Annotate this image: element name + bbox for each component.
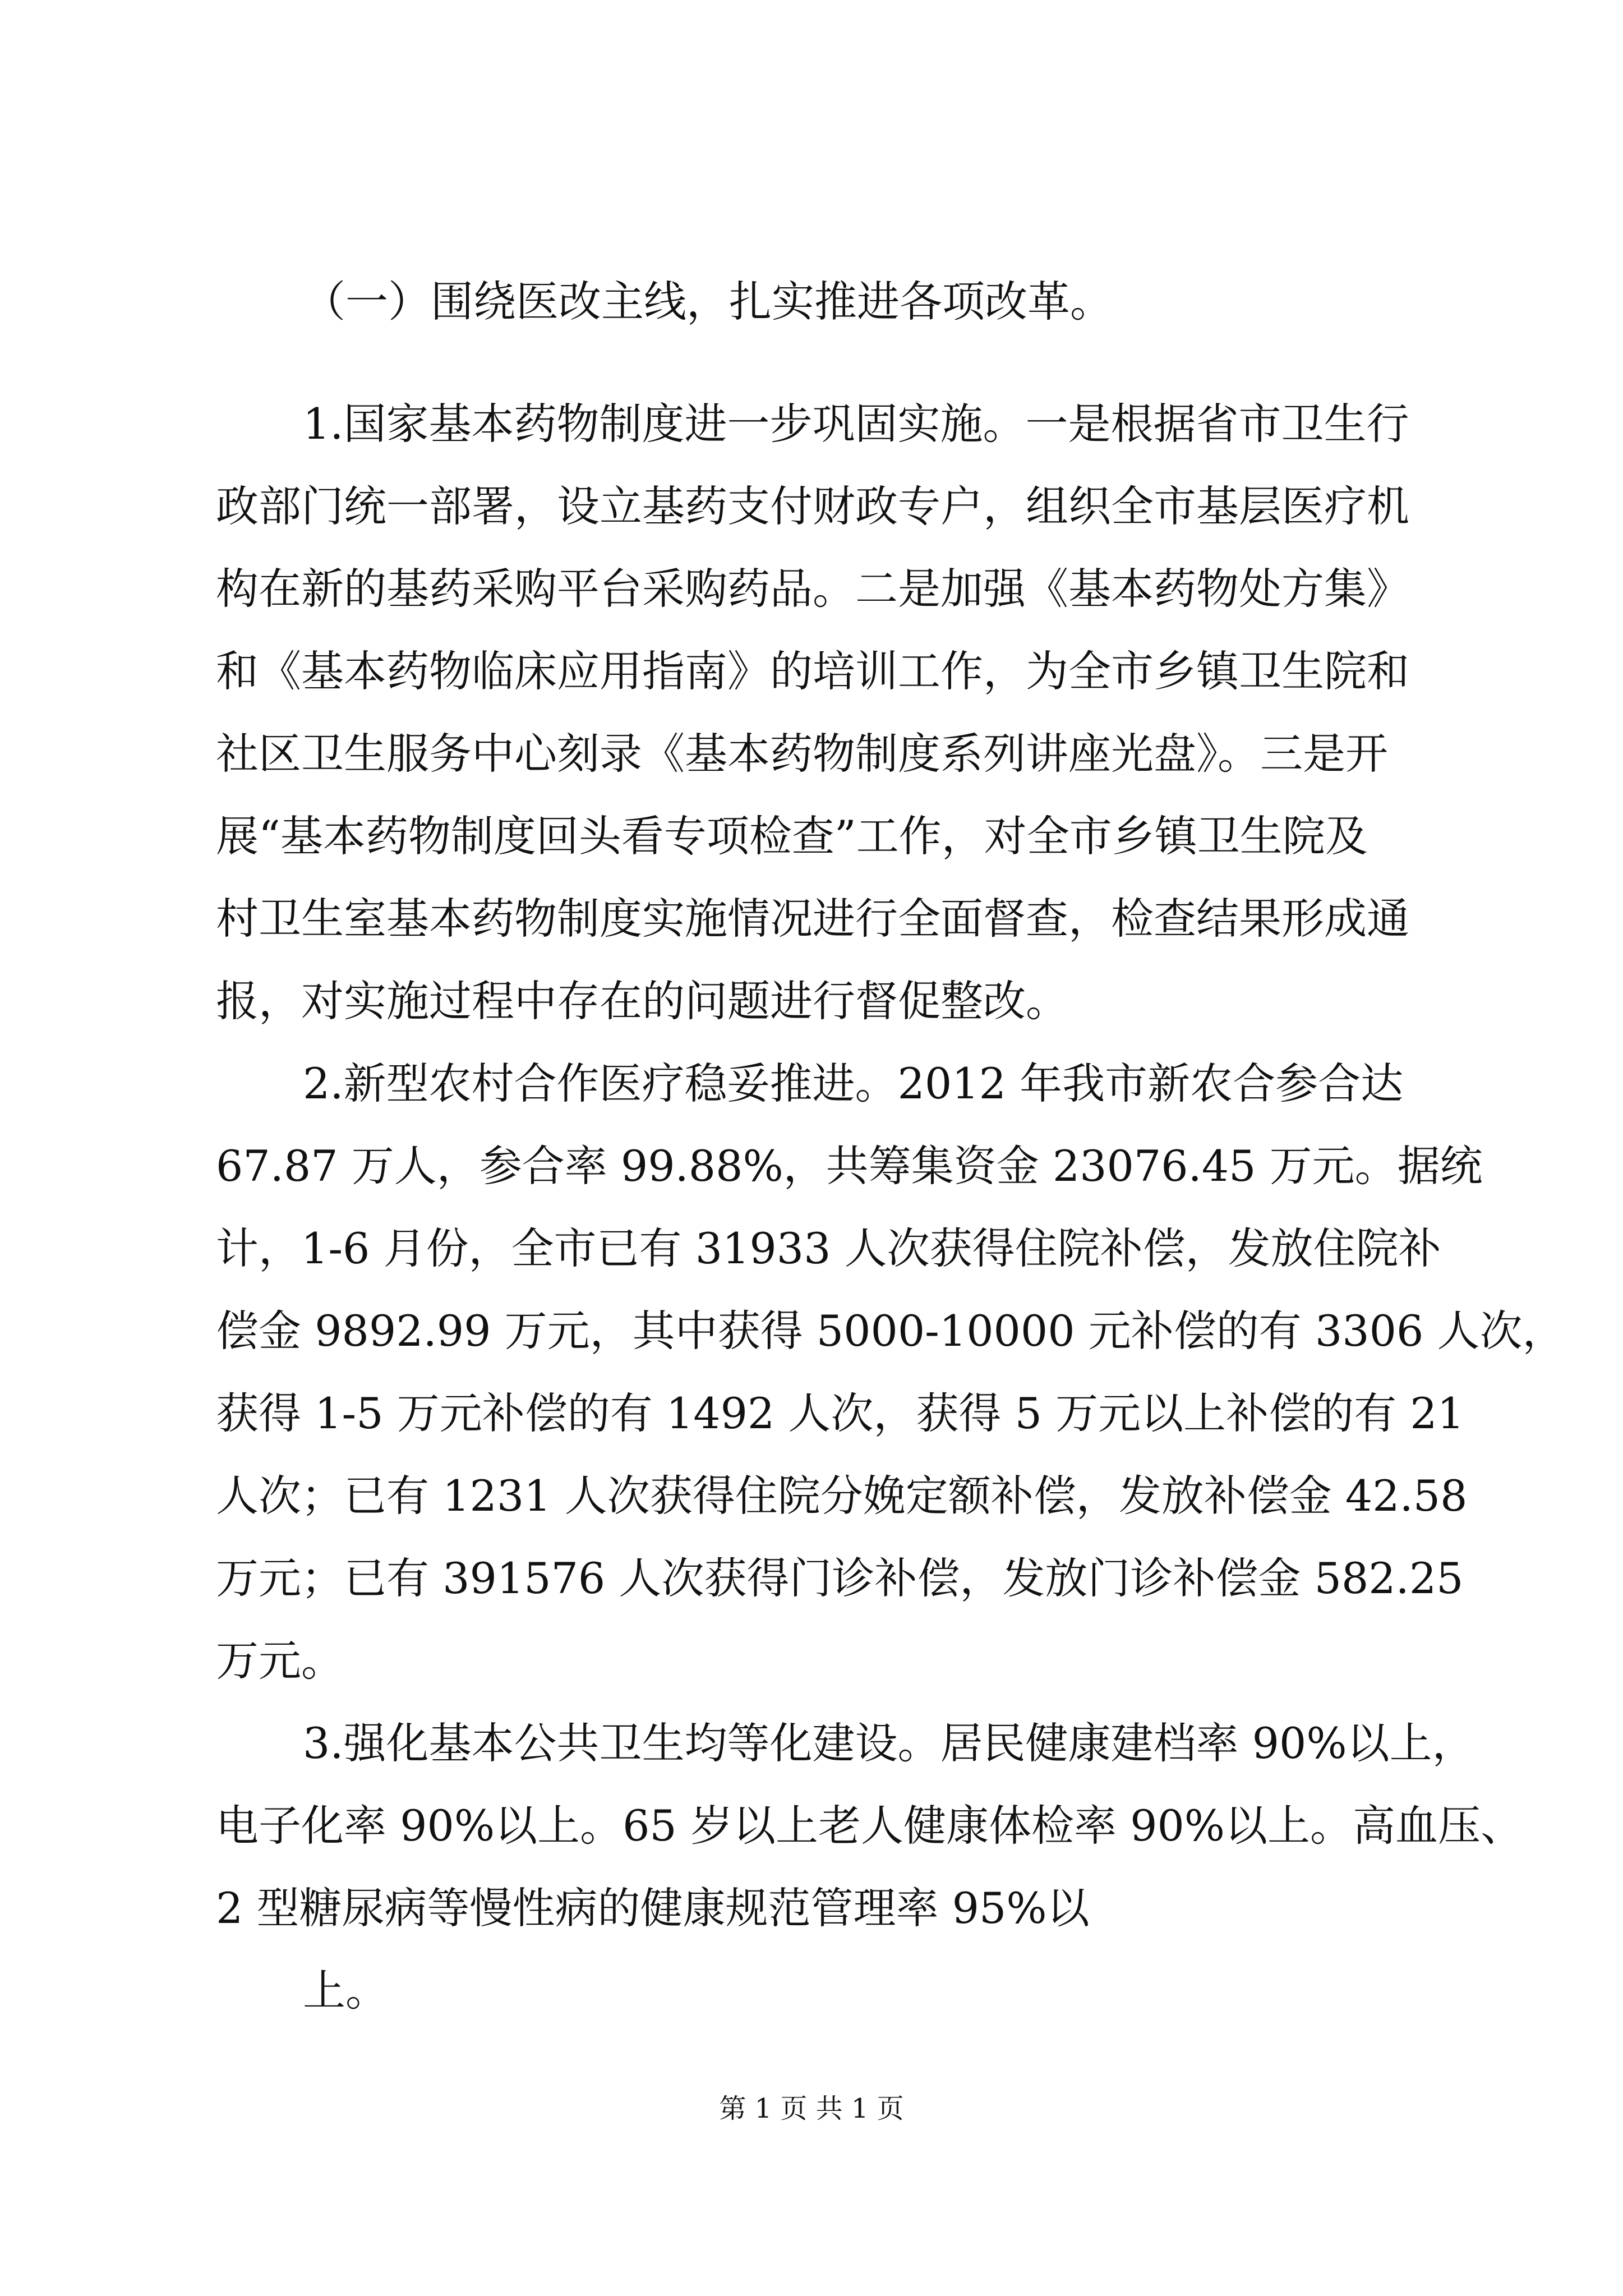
paragraph-3-line-3: 2 型糖尿病等慢性病的健康规范管理率 95%以 <box>216 1883 1090 1933</box>
paragraph-3-line-1: 3.强化基本公共卫生均等化建设。居民健康建档率 90%以上， <box>303 1718 1475 1768</box>
paragraph-1-line-8: 报，对实施过程中存在的问题进行督促整改。 <box>216 976 1068 1026</box>
paragraph-1-line-7: 村卫生室基本药物制度实施情况进行全面督查，检查结果形成通 <box>216 894 1409 944</box>
paragraph-2-line-2: 67.87 万人，参合率 99.88%，共筹集资金 23076.45 万元。据统 <box>216 1141 1483 1191</box>
paragraph-3-line-4: 上。 <box>303 1966 388 2016</box>
paragraph-3-line-2: 电子化率 90%以上。65 岁以上老人健康体检率 90%以上。高血压、 <box>216 1801 1524 1851</box>
paragraph-2-line-6: 人次；已有 1231 人次获得住院分娩定额补偿，发放补偿金 42.58 <box>216 1471 1468 1521</box>
paragraph-2-line-4: 偿金 9892.99 万元，其中获得 5000-10000 元补偿的有 3306 人次， <box>216 1306 1565 1356</box>
paragraph-1-line-6: 展“基本药物制度回头看专项检查”工作，对全市乡镇卫生院及 <box>216 811 1368 861</box>
paragraph-1-line-1: 1.国家基本药物制度进一步巩固实施。一是根据省市卫生行 <box>303 399 1409 449</box>
paragraph-1-line-4: 和《基本药物临床应用指南》的培训工作，为全市乡镇卫生院和 <box>216 646 1409 696</box>
paragraph-1-line-2: 政部门统一部署，设立基药支付财政专户，组织全市基层医疗机 <box>216 481 1409 531</box>
paragraph-2-line-8: 万元。 <box>216 1636 344 1686</box>
paragraph-1-line-3: 构在新的基药采购平台采购药品。二是加强《基本药物处方集》 <box>216 564 1409 614</box>
paragraph-2-line-1: 2.新型农村合作医疗稳妥推进。2012 年我市新农合参合达 <box>303 1059 1404 1108</box>
paragraph-2-line-7: 万元；已有 391576 人次获得门诊补偿，发放门诊补偿金 582.25 <box>216 1553 1464 1603</box>
section-heading: （一）围绕医改主线，扎实推进各项改革。 <box>303 277 1113 326</box>
paragraph-2-line-3: 计，1-6 月份，全市已有 31933 人次获得住院补偿，发放住院补 <box>216 1223 1441 1273</box>
page-footer: 第 1 页 共 1 页 <box>719 2093 904 2124</box>
paragraph-1-line-5: 社区卫生服务中心刻录《基本药物制度系列讲座光盘》。三是开 <box>216 729 1388 779</box>
paragraph-2-line-5: 获得 1-5 万元补偿的有 1492 人次，获得 5 万元以上补偿的有 21 <box>216 1388 1464 1438</box>
